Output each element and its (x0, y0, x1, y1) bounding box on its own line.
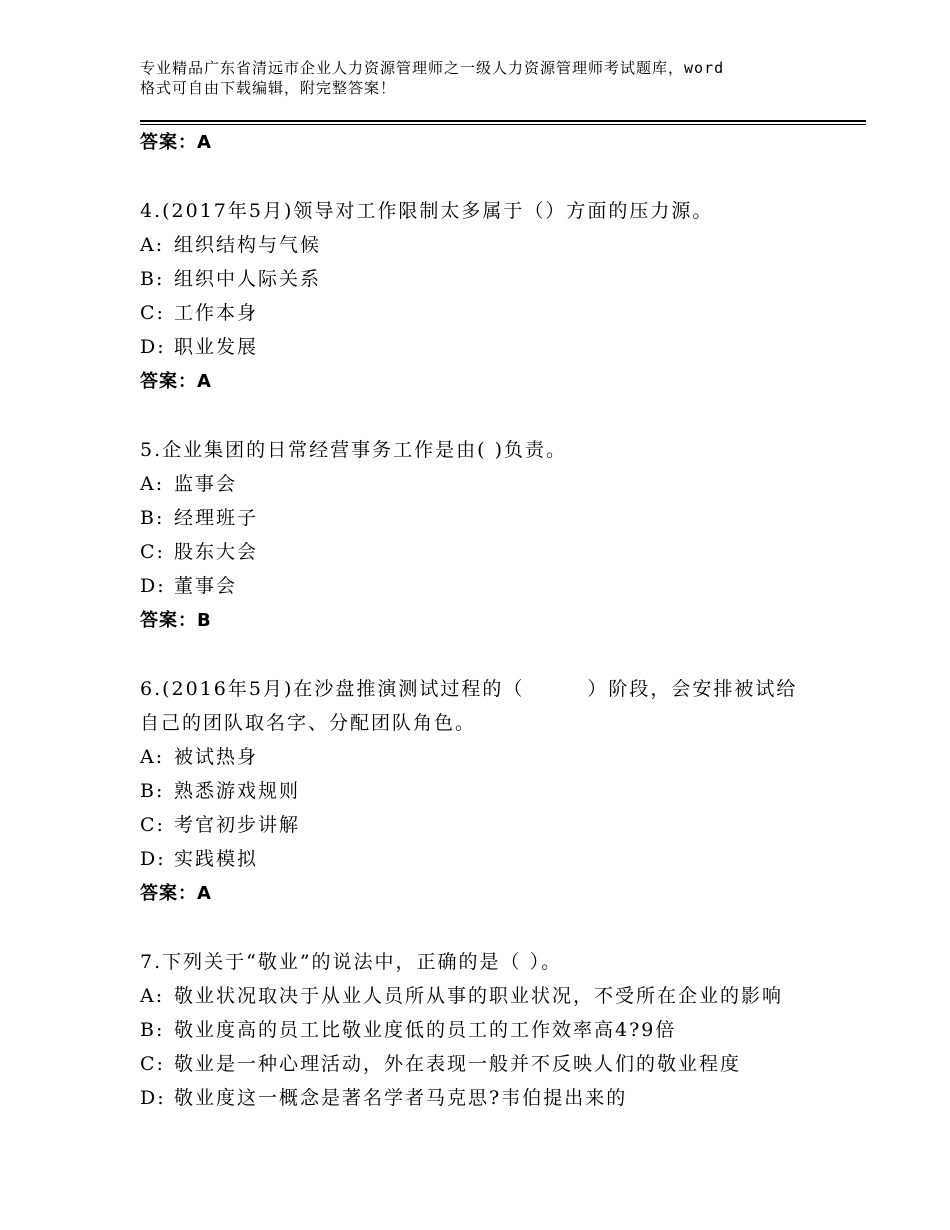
option-a (140, 984, 783, 1008)
option-text: 监事会 (174, 473, 238, 495)
option-d (140, 574, 237, 598)
option-text: 实践模拟 (174, 848, 259, 870)
option-c (140, 1052, 741, 1076)
option-d (140, 335, 258, 359)
header-rule-thick (140, 120, 866, 122)
option-letter: C: (140, 1053, 165, 1075)
option-letter: B: (140, 268, 165, 290)
option-d (140, 1086, 627, 1110)
document-header (140, 58, 830, 98)
option-text: 股东大会 (174, 541, 259, 563)
option-a (140, 472, 237, 496)
option-b (140, 506, 258, 530)
option-text: 敬业是一种心理活动，外在表现一般并不反映人们的敬业程度 (174, 1053, 742, 1075)
option-b (140, 267, 321, 291)
option-c (140, 301, 258, 325)
header-line-2: 格式可自由下载编辑，附完整答案！ (140, 79, 397, 97)
answer: 答案：A (140, 883, 212, 904)
option-letter: A: (140, 234, 165, 256)
question-stem: 6.(2016年5月)在沙盘推演测试过程的（ ）阶段，会安排被试给 (140, 678, 798, 700)
option-a (140, 745, 258, 769)
option-letter: B: (140, 780, 165, 802)
option-text: 考官初步讲解 (174, 814, 301, 836)
option-text: 熟悉游戏规则 (174, 780, 301, 802)
question-stem: 7.下列关于“敬业”的说法中，正确的是（ ）。 (140, 951, 563, 973)
option-letter: D: (140, 1087, 166, 1109)
header-rule-thin (140, 124, 866, 125)
option-b (140, 1018, 676, 1042)
question-stem: 5.企业集团的日常经营事务工作是由( )负责。 (140, 439, 567, 461)
option-letter: B: (140, 1019, 165, 1041)
question-stem-continued: 自己的团队取名字、分配团队角色。 (140, 712, 477, 734)
option-text: 组织结构与气候 (174, 234, 322, 256)
option-letter: C: (140, 302, 165, 324)
option-letter: B: (140, 507, 165, 529)
option-text: 敬业度这一概念是著名学者马克思?韦伯提出来的 (174, 1087, 628, 1109)
option-b (140, 779, 300, 803)
header-line-1: 专业精品广东省清远市企业人力资源管理师之一级人力资源管理师考试题库，word (140, 59, 725, 77)
option-text: 组织中人际关系 (174, 268, 322, 290)
option-d (140, 847, 258, 871)
option-text: 工作本身 (174, 302, 259, 324)
option-c (140, 540, 258, 564)
option-letter: A: (140, 746, 165, 768)
option-letter: C: (140, 541, 165, 563)
option-letter: D: (140, 575, 166, 597)
option-letter: A: (140, 473, 165, 495)
answer: 答案：A (140, 371, 212, 392)
option-c (140, 813, 300, 837)
option-letter: D: (140, 336, 166, 358)
option-text: 经理班子 (174, 507, 259, 529)
option-text: 敬业状况取决于从业人员所从事的职业状况，不受所在企业的影响 (174, 985, 784, 1007)
option-letter: C: (140, 814, 165, 836)
option-text: 董事会 (174, 575, 238, 597)
answer-top: 答案：A (140, 132, 212, 153)
option-text: 敬业度高的员工比敬业度低的员工的工作效率高4?9倍 (174, 1019, 677, 1041)
option-a (140, 233, 321, 257)
option-letter: D: (140, 848, 166, 870)
answer: 答案：B (140, 610, 212, 631)
option-text: 职业发展 (174, 336, 259, 358)
option-letter: A: (140, 985, 165, 1007)
question-stem: 4.(2017年5月)领导对工作限制太多属于（）方面的压力源。 (140, 200, 714, 222)
option-text: 被试热身 (174, 746, 259, 768)
